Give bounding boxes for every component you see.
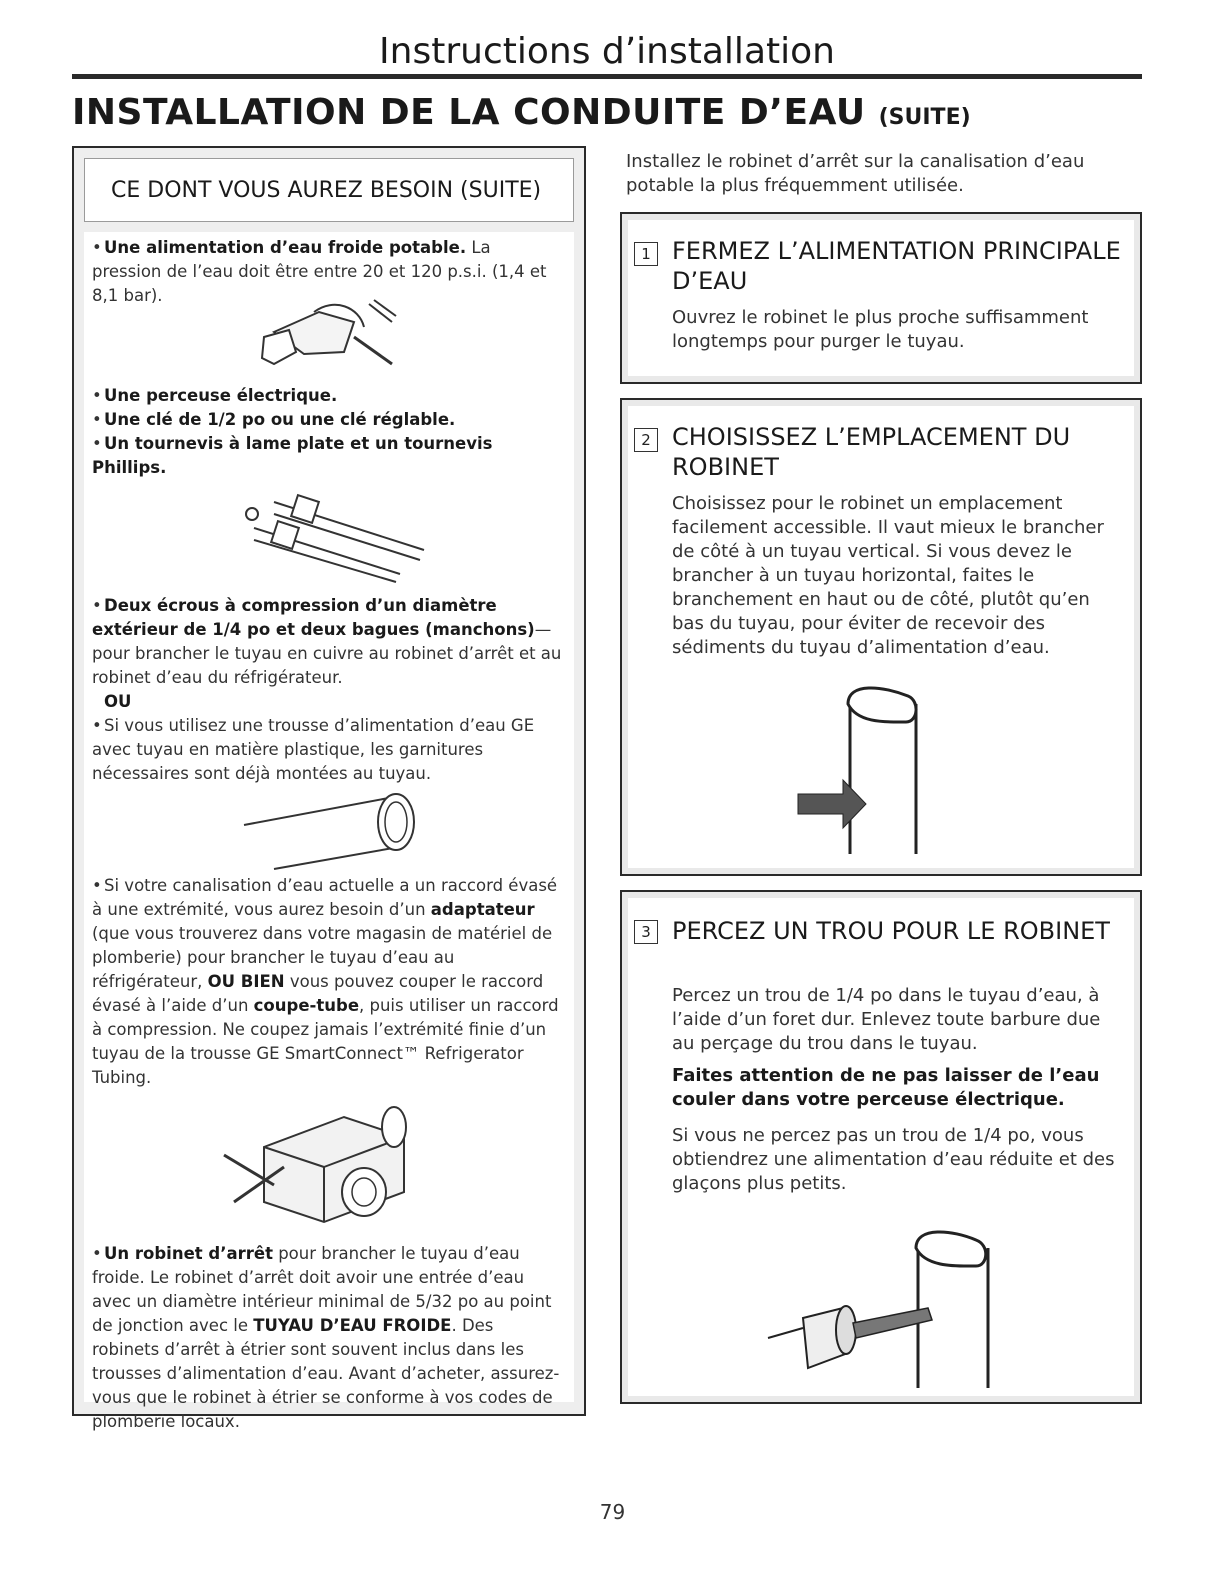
step-1-title: FERMEZ L’ALIMENTATION PRINCIPALE D’EAU [672, 237, 1121, 295]
section-title [72, 92, 1142, 133]
need-item-screwdrivers: • Un tournevis à lame plate et un tournevis Phillips. [92, 434, 493, 477]
tubing-illustration [224, 787, 424, 872]
need-item-ge-kit: • Si vous utilisez une trousse d’alimentation d’eau GE avec tuyau en matière plastique, les garnitures nécessaires sont déjà montées au tuyau. [92, 716, 535, 783]
step-2-number: 2 [634, 428, 658, 452]
need-or-label [92, 690, 562, 714]
drill-pipe-illustration [748, 1228, 1008, 1398]
need-item-wrench: • Une clé de 1/2 po ou une clé réglable. [92, 410, 456, 429]
need-item-adapter-b2: OU BIEN [207, 972, 285, 991]
need-item-adapter-b1: adaptateur [430, 900, 535, 919]
step-1-body: Ouvrez le robinet le plus proche suffisamment longtemps pour purger le tuyau. [672, 307, 1089, 352]
need-or-label-text: OU [104, 692, 132, 711]
need-item-screwdrivers-text: Un tournevis à lame plate et un tournevis Phillips. [92, 434, 493, 477]
step-3-warning: Faites attention de ne pas laisser de l’eau couler dans votre perceuse électrique. [672, 1065, 1100, 1110]
section-title-suffix: (SUITE) [878, 105, 971, 130]
needs-content [84, 232, 574, 1431]
step-3-number: 3 [634, 920, 658, 944]
need-item-ge-kit-text: Si vous utilisez une trousse d’alimentation d’eau GE avec tuyau en matière plastique, les garnitures nécessaires sont déjà montées au tuyau. [92, 716, 535, 783]
step-3-body: Percez un trou de 1/4 po dans le tuyau d’eau, à l’aide d’un foret dur. Enlevez toute barbure due au perçage du trou dans le tuyau. [672, 985, 1101, 1054]
need-item-adapter: • Si votre canalisation d’eau actuelle a un raccord évasé à une extrémité, vous aurez besoin d’un adaptateur (que vous trouverez dans votre magasin de matériel de plomberie) pour brancher le tuyau d’eau au réfrigérateur, OU BIEN vous pouvez couper le raccord évasé à l’aide d’un coupe-tube, puis utiliser un raccord à compression. Ne coupez jamais l’extrémité finie d’un tuyau de la trousse GE SmartConnect™ Refrigerator Tubing. [92, 876, 559, 1087]
header-rule [72, 74, 1142, 79]
need-item-adapter-t4: , puis utiliser un raccord à compression. Ne coupez jamais l’extrémité finie d’un tuyau de la trousse GE SmartConnect™ Refrigerator Tubing. [92, 996, 559, 1087]
drill-illustration [244, 292, 404, 382]
need-item-adapter-b3: coupe-tube [253, 996, 360, 1015]
need-item-compression-nuts-bold: Deux écrous à compression d’un diamètre extérieur de 1/4 po et deux bagues (manchons) [92, 596, 535, 639]
step-3-box [620, 890, 1142, 1404]
need-item-shutoff-valve-b1: Un robinet d’arrêt [104, 1244, 273, 1263]
step-2-body: Choisissez pour le robinet un emplacement facilement accessible. Il vaut mieux le brancher de côté à un tuyau vertical. Si vous devez le brancher à un tuyau horizontal, faites le branchement en haut ou de côté, plutôt qu’en bas du tuyau, pour éviter de recevoir des sédiments du tuyau d’alimentation d’eau. [672, 493, 1104, 658]
step-3-body-2: Si vous ne percez pas un trou de 1/4 po, vous obtiendrez une alimentation d’eau réduite et des glaçons plus petits. [672, 1125, 1115, 1194]
needs-title: CE DONT VOUS AUREZ BESOIN (SUITE) [111, 178, 542, 203]
need-item-drill-text: Une perceuse électrique. [104, 386, 338, 405]
need-item-shutoff-valve-t2: . Des robinets d’arrêt à étrier sont souvent inclus dans les trousses d’alimentation d’eau. Avant d’acheter, assurez-vous que le robinet à étrier se conforme à vos codes de plomberie locaux. [92, 1316, 560, 1431]
step-3-title: PERCEZ UN TROU POUR LE ROBINET [672, 917, 1110, 945]
needs-header [84, 158, 574, 222]
need-item-shutoff-valve-t1: pour brancher le tuyau d’eau froide. Le robinet d’arrêt doit avoir une entrée d’eau avec un diamètre intérieur minimal de 5/32 po au point de jonction avec le [92, 1244, 552, 1335]
need-item-adapter-t1: Si votre canalisation d’eau actuelle a un raccord évasé à une extrémité, vous aurez besoin d’un [92, 876, 558, 919]
section-title-text: INSTALLATION DE LA CONDUITE D’EAU [72, 92, 866, 133]
need-item-drill: • Une perceuse électrique. [92, 386, 338, 405]
need-item-wrench-text: Une clé de 1/2 po ou une clé réglable. [104, 410, 456, 429]
step-2-inner [628, 406, 1134, 868]
intro-text: Installez le robinet d’arrêt sur la canalisation d’eau potable la plus fréquemment utilisée. [626, 151, 1085, 196]
shutoff-valve-illustration [214, 1107, 434, 1227]
compression-nuts-illustration [234, 492, 434, 582]
step-1-number: 1 [634, 242, 658, 266]
page-header: Instructions d’installation [379, 31, 835, 72]
need-item-water-supply-bold: Une alimentation d’eau froide potable. [104, 238, 467, 257]
need-item-adapter-t3: vous pouvez couper le raccord évasé à l’aide d’un [92, 972, 544, 1015]
need-item-water-supply-text: La pression de l’eau doit être entre 20 et 120 p.s.i. (1,4 et 8,1 bar). [92, 238, 547, 305]
need-item-shutoff-valve-b2: TUYAU D’EAU FROIDE [253, 1316, 452, 1335]
vertical-pipe-illustration [788, 684, 938, 874]
step-2-title: CHOISISSEZ L’EMPLACEMENT DU ROBINET [672, 423, 1071, 481]
need-item-water-supply: • Une alimentation d’eau froide potable. La pression de l’eau doit être entre 20 et 120 p.s.i. (1,4 et 8,1 bar). [92, 238, 547, 305]
needs-box [72, 146, 586, 1431]
step-3-inner [628, 898, 1134, 1396]
step-2-box [620, 398, 1142, 876]
need-item-compression-nuts-text: —pour brancher le tuyau en cuivre au robinet d’arrêt et au robinet d’eau du réfrigérateur. [92, 620, 562, 687]
step-1-box [620, 212, 1142, 384]
step-1-inner [628, 220, 1134, 376]
page-number: 79 [599, 1500, 626, 1524]
need-item-shutoff-valve: • Un robinet d’arrêt pour brancher le tuyau d’eau froide. Le robinet d’arrêt doit avoir une entrée d’eau avec un diamètre intérieur minimal de 5/32 po au point de jonction avec le TUYAU D’EAU FROIDE. Des robinets d’arrêt à étrier sont souvent inclus dans les trousses d’alimentation d’eau. Avant d’acheter, assurez-vous que le robinet à étrier se conforme à vos codes de plomberie locaux. [92, 1244, 560, 1431]
need-item-compression-nuts: • Deux écrous à compression d’un diamètre extérieur de 1/4 po et deux bagues (manchons)—pour brancher le tuyau en cuivre au robinet d’arrêt et au robinet d’eau du réfrigérateur. [92, 596, 562, 687]
need-item-adapter-t2: (que vous trouverez dans votre magasin de matériel de plomberie) pour brancher le tuyau d’eau au réfrigérateur, [92, 924, 553, 991]
